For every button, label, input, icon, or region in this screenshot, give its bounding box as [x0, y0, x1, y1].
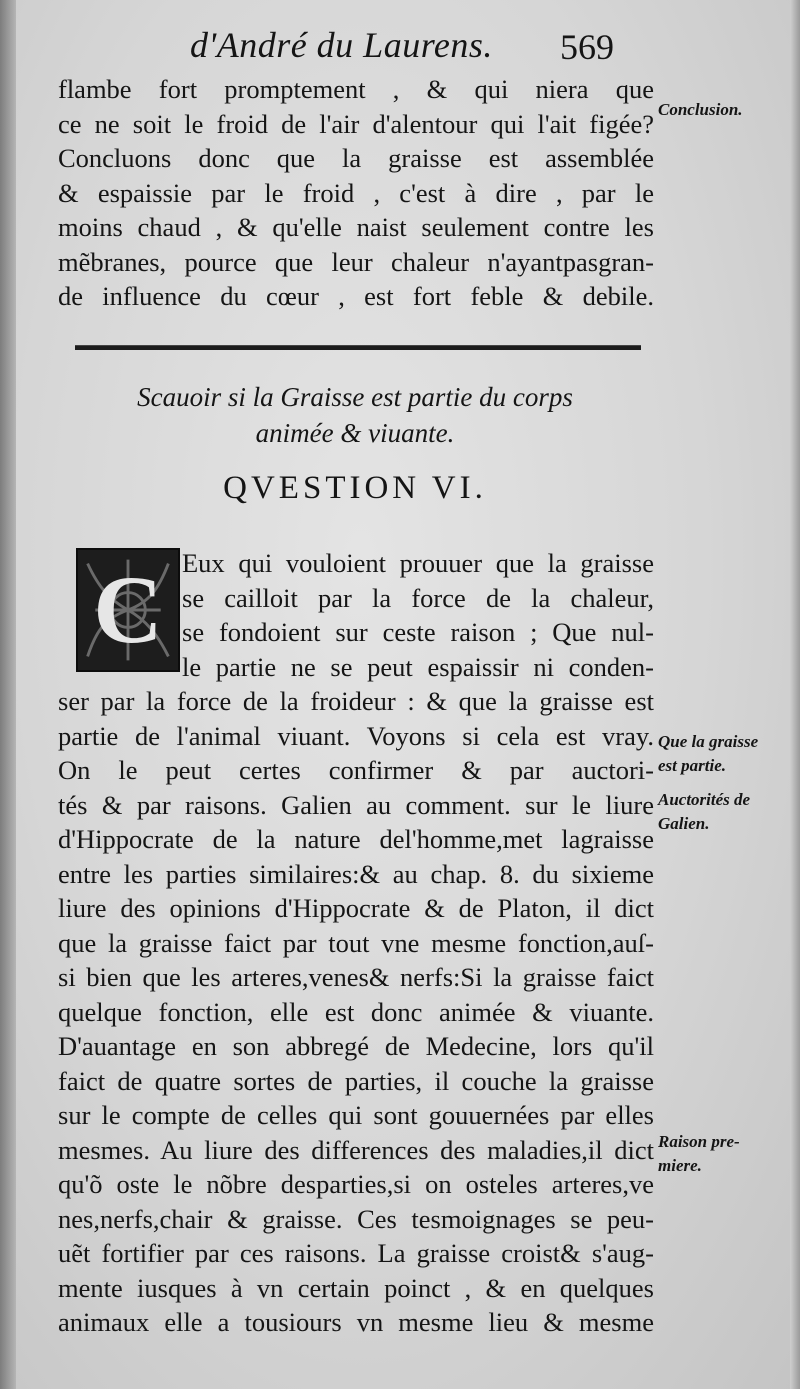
page-gutter-shadow	[0, 0, 16, 1389]
margin-note-raison	[658, 1130, 798, 1178]
margin-note-conclusion	[658, 98, 798, 122]
text-line: liure des opinions d'Hippocrate & de Platon, il dict	[58, 893, 654, 923]
text-line: le partie ne se peut espaissir ni conden-	[182, 651, 654, 682]
text-line: ser par la force de la froideur : & que la graisse est	[58, 686, 654, 716]
text-line: qu'õ oste le nõbre desparties,si on osteles arteres,ve	[58, 1169, 654, 1199]
margin-note-auctorites	[658, 788, 798, 836]
text-line: se cailloit par la force de la chaleur,	[182, 582, 654, 613]
text-line: si bien que les arteres,venes& nerfs:Si la graisse faict	[58, 962, 654, 992]
text-line: se fondoient sur ceste raison ; Que nul-	[182, 617, 654, 647]
text-line: D'auantage en son abbregé de Medecine, lors qu'il	[58, 1031, 654, 1061]
margin-note-line: Conclusion.	[658, 100, 743, 119]
text-line: tés & par raisons. Galien au comment. sur le liure	[58, 789, 654, 820]
main-paragraph	[58, 546, 654, 1340]
section-divider	[75, 345, 641, 350]
text-line: animaux elle a tousiours vn mesme lieu & mesme	[58, 1307, 654, 1337]
margin-note-graisse-partie	[658, 730, 798, 778]
text-line: uẽt fortifier par ces raisons. La graisse croist& s'aug-	[58, 1238, 654, 1268]
text-line: de influence du cœur , est fort feble & debile.	[58, 281, 654, 311]
text-line: que la graisse faict par tout vne mesme fonction,auſ-	[58, 927, 654, 958]
text-line: d'Hippocrate de la nature del'homme,met lagraisse	[58, 824, 654, 854]
text-line: moins chaud , & qu'elle naist seulement contre les	[58, 212, 654, 242]
text-line: sur le compte de celles qui sont gouuernées par elles	[58, 1100, 654, 1130]
text-line: On le peut certes confirmer & par auctori-	[58, 755, 654, 785]
top-paragraph	[58, 72, 654, 314]
text-line: flambe fort promptement , & qui niera que	[58, 74, 654, 104]
text-line: nes,nerfs,chair & graisse. Ces tesmoignages se peu-	[58, 1203, 654, 1234]
text-line: & espaissie par le froid , c'est à dire , par le	[58, 177, 654, 208]
running-title: d'André du Laurens.	[190, 25, 493, 65]
drop-cap-letter: C	[93, 556, 163, 663]
margin-note-line: miere.	[658, 1156, 702, 1175]
text-line: Eux qui vouloient prouuer que la graisse	[182, 548, 654, 578]
margin-note-line: Auctorités de	[658, 790, 751, 809]
chapter-title-line-2: animée & viuante.	[255, 418, 455, 448]
margin-note-line: Galien.	[658, 814, 710, 833]
text-line: faict de quatre sortes de parties, il couche la graisse	[58, 1065, 654, 1096]
text-line: partie de l'animal viuant. Voyons si cela est vray.	[58, 720, 654, 751]
text-line: quelque fonction, elle est donc animée & viuante.	[58, 996, 654, 1027]
text-line: mẽbranes, pource que leur chaleur n'ayantpasgran-	[58, 246, 654, 277]
chapter-title-line-1: Scauoir si la Graisse est partie du corps	[137, 382, 573, 412]
text-line: mente iusques à vn certain poinct , & en quelques	[58, 1272, 654, 1303]
text-line: ce ne soit le froid de l'air d'alentour qui l'ait figée?	[58, 108, 654, 139]
question-heading: QVESTION VI.	[223, 470, 487, 506]
page-edge	[790, 0, 800, 1389]
text-line: entre les parties similaires:& au chap. 8. du sixieme	[58, 858, 654, 889]
margin-note-line: Que la graisse	[658, 732, 759, 751]
text-line: Concluons donc que la graisse est assemblée	[58, 143, 654, 173]
margin-note-line: Raison pre-	[658, 1132, 740, 1151]
page-number: 569	[560, 27, 614, 67]
margin-note-line: est partie.	[658, 756, 726, 775]
text-line: mesmes. Au liure des differences des maladies,il dict	[58, 1134, 654, 1165]
